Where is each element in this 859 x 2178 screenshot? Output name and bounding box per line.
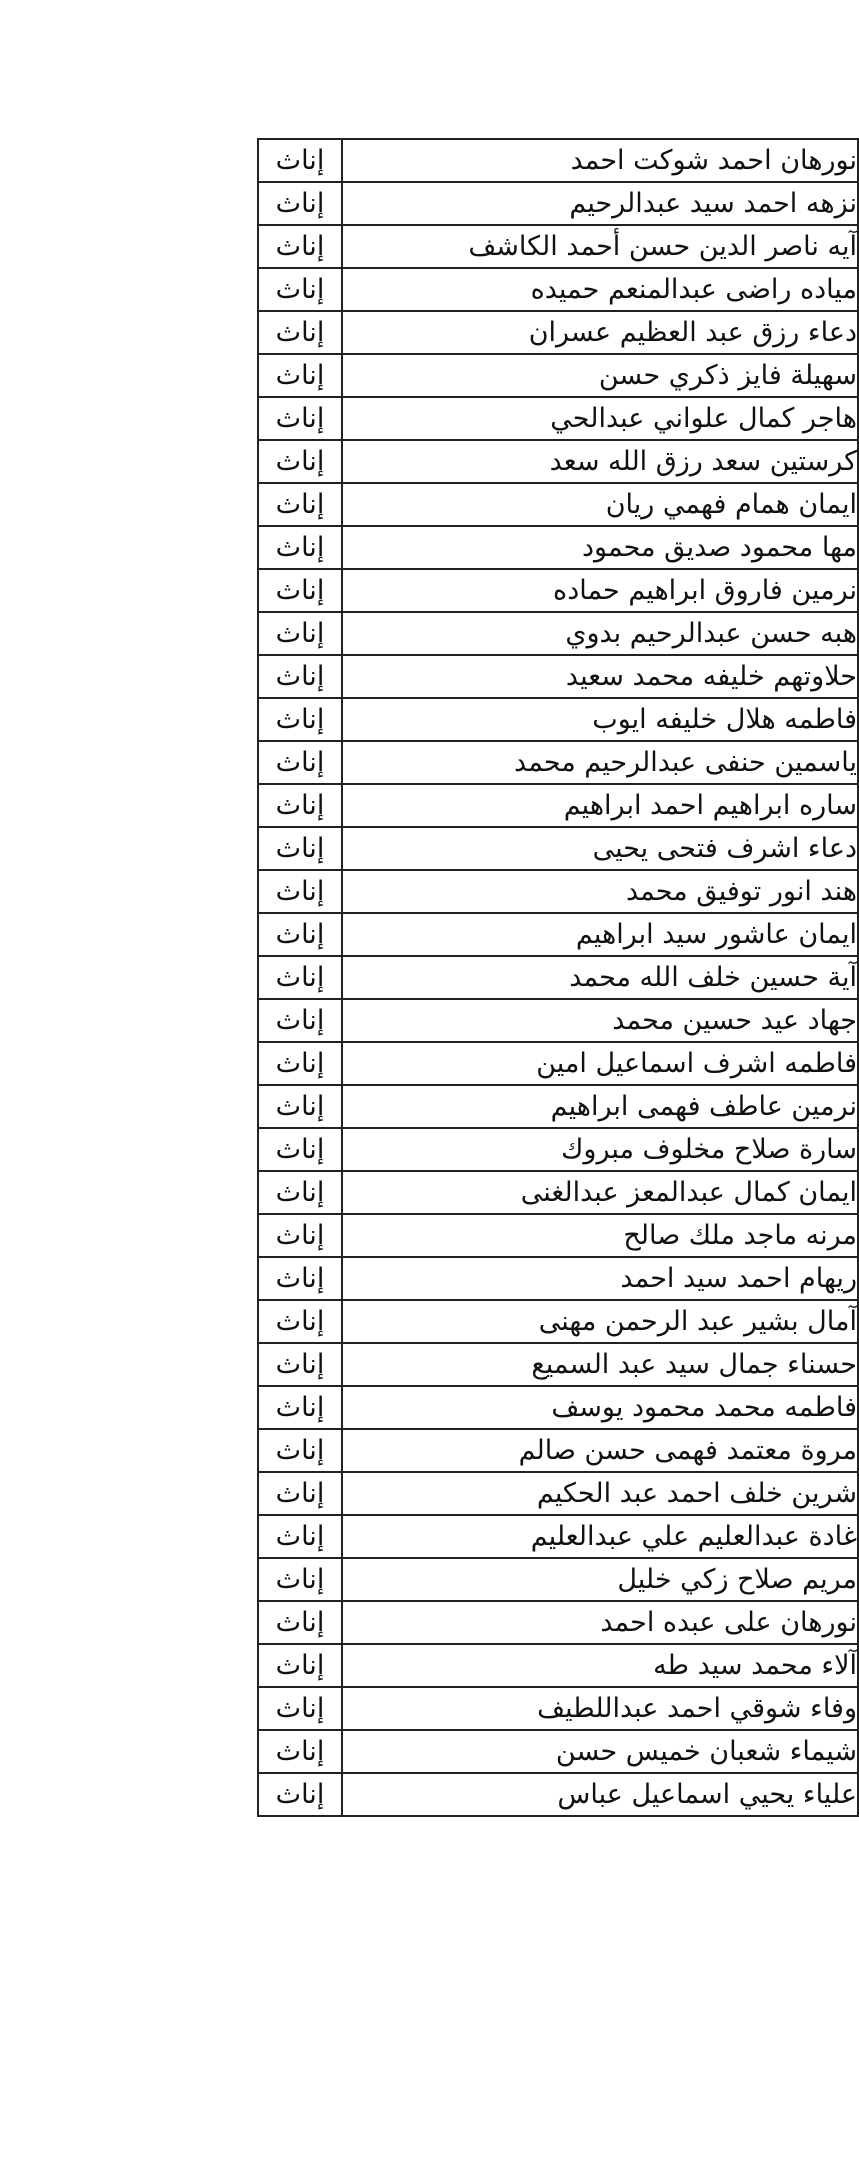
table-row: [258, 1773, 858, 1816]
name-text: سهيلة فايز ذكري حسن: [598, 360, 857, 391]
name-text: فاطمه محمد محمود يوسف: [551, 1392, 857, 1423]
name-text: ايمان همام فهمي ريان: [605, 489, 857, 520]
table-row: [258, 1343, 858, 1386]
name-text: مرنه ماجد ملك صالح: [623, 1220, 857, 1251]
name-cell: [342, 1085, 858, 1128]
table-row: [258, 1257, 858, 1300]
name-text: حلاوتهم خليفه محمد سعيد: [565, 661, 857, 692]
table-row: [258, 268, 858, 311]
gender-cell: إناث: [258, 1085, 342, 1128]
name-cell: [342, 526, 858, 569]
gender-cell: إناث: [258, 1515, 342, 1558]
name-text: نرمين عاطف فهمى ابراهيم: [550, 1091, 857, 1122]
name-cell: [342, 1515, 858, 1558]
gender-cell: إناث: [258, 483, 342, 526]
gender-cell: إناث: [258, 741, 342, 784]
gender-cell: إناث: [258, 698, 342, 741]
table-row: [258, 913, 858, 956]
table-row: [258, 1730, 858, 1773]
table-row: [258, 698, 858, 741]
name-cell: [342, 1601, 858, 1644]
name-cell: [342, 1042, 858, 1085]
name-cell: [342, 182, 858, 225]
name-text: نزهه احمد سيد عبدالرحيم: [569, 188, 857, 219]
gender-cell: إناث: [258, 182, 342, 225]
name-text: علياء يحيي اسماعيل عباس: [557, 1779, 857, 1810]
name-cell: [342, 1472, 858, 1515]
name-text: فاطمه اشرف اسماعيل امين: [536, 1048, 857, 1079]
table-row: [258, 1214, 858, 1257]
name-cell: [342, 870, 858, 913]
name-text: مروة معتمد فهمى حسن صالم: [518, 1435, 857, 1466]
gender-cell: إناث: [258, 956, 342, 999]
table-row: [258, 1601, 858, 1644]
gender-cell: إناث: [258, 1773, 342, 1816]
gender-cell: إناث: [258, 139, 342, 182]
table-row: [258, 1171, 858, 1214]
names-table-body: [258, 139, 858, 1816]
name-cell: [342, 655, 858, 698]
name-text: وفاء شوقي احمد عبداللطيف: [537, 1693, 857, 1724]
gender-cell: إناث: [258, 354, 342, 397]
name-text: غادة عبدالعليم علي عبدالعليم: [530, 1521, 857, 1552]
table-row: [258, 956, 858, 999]
table-row: [258, 1085, 858, 1128]
name-text: هند انور توفيق محمد: [625, 876, 857, 907]
name-cell: [342, 483, 858, 526]
table-row: [258, 1386, 858, 1429]
name-text: مها محمود صديق محمود: [582, 532, 857, 563]
gender-cell: إناث: [258, 1429, 342, 1472]
table-row: [258, 397, 858, 440]
name-cell: [342, 1730, 858, 1773]
table-row: [258, 1644, 858, 1687]
gender-cell: إناث: [258, 397, 342, 440]
gender-cell: إناث: [258, 784, 342, 827]
name-cell: [342, 784, 858, 827]
name-cell: [342, 1429, 858, 1472]
gender-cell: إناث: [258, 870, 342, 913]
name-cell: [342, 569, 858, 612]
name-cell: [342, 999, 858, 1042]
name-cell: [342, 139, 858, 182]
gender-cell: إناث: [258, 1214, 342, 1257]
table-row: [258, 569, 858, 612]
table-row: [258, 526, 858, 569]
name-text: شرين خلف احمد عبد الحكيم: [536, 1478, 857, 1509]
name-cell: [342, 612, 858, 655]
name-cell: [342, 1343, 858, 1386]
name-cell: [342, 1214, 858, 1257]
names-table: [257, 138, 859, 1817]
name-text: حسناء جمال سيد عبد السميع: [531, 1349, 857, 1380]
name-cell: [342, 827, 858, 870]
name-text: فاطمه هلال خليفه ايوب: [592, 704, 857, 735]
name-cell: [342, 1687, 858, 1730]
gender-cell: إناث: [258, 1343, 342, 1386]
name-text: آيه ناصر الدين حسن أحمد الكاشف: [468, 231, 857, 262]
name-text: آية حسين خلف الله محمد: [569, 962, 857, 993]
table-row: [258, 1042, 858, 1085]
name-cell: [342, 1128, 858, 1171]
gender-cell: إناث: [258, 1558, 342, 1601]
name-cell: [342, 397, 858, 440]
name-text: نورهان احمد شوكت احمد: [570, 145, 857, 176]
name-text: نورهان على عبده احمد: [600, 1607, 857, 1638]
table-row: [258, 999, 858, 1042]
name-cell: [342, 956, 858, 999]
gender-cell: إناث: [258, 1687, 342, 1730]
gender-cell: إناث: [258, 440, 342, 483]
name-cell: [342, 1773, 858, 1816]
table-row: [258, 870, 858, 913]
gender-cell: إناث: [258, 1730, 342, 1773]
name-text: مريم صلاح زكي خليل: [617, 1564, 857, 1595]
name-text: كرستين سعد رزق الله سعد: [549, 446, 857, 477]
table-row: [258, 1472, 858, 1515]
table-row: [258, 354, 858, 397]
name-text: شيماء شعبان خميس حسن: [555, 1736, 857, 1767]
name-text: جهاد عيد حسين محمد: [612, 1005, 857, 1036]
table-row: [258, 741, 858, 784]
name-cell: [342, 268, 858, 311]
table-row: [258, 483, 858, 526]
gender-cell: إناث: [258, 569, 342, 612]
name-cell: [342, 1300, 858, 1343]
name-cell: [342, 354, 858, 397]
gender-cell: إناث: [258, 827, 342, 870]
name-cell: [342, 698, 858, 741]
table-row: [258, 225, 858, 268]
table-row: [258, 1687, 858, 1730]
table-row: [258, 612, 858, 655]
gender-cell: إناث: [258, 311, 342, 354]
name-cell: [342, 1644, 858, 1687]
name-text: ايمان عاشور سيد ابراهيم: [575, 919, 857, 950]
name-cell: [342, 440, 858, 483]
name-cell: [342, 1257, 858, 1300]
name-cell: [342, 1386, 858, 1429]
table-row: [258, 655, 858, 698]
name-text: دعاء رزق عبد العظيم عسران: [528, 317, 857, 348]
gender-cell: إناث: [258, 1386, 342, 1429]
name-cell: [342, 225, 858, 268]
name-text: مياده راضى عبدالمنعم حميده: [530, 274, 857, 305]
name-cell: [342, 1558, 858, 1601]
table-row: [258, 1515, 858, 1558]
name-text: دعاء اشرف فتحى يحيى: [592, 833, 857, 864]
gender-cell: إناث: [258, 612, 342, 655]
table-row: [258, 182, 858, 225]
name-text: هاجر كمال علواني عبدالحي: [550, 403, 857, 434]
gender-cell: إناث: [258, 1472, 342, 1515]
table-row: [258, 1429, 858, 1472]
name-text: آمال بشير عبد الرحمن مهنى: [538, 1306, 857, 1337]
gender-cell: إناث: [258, 1601, 342, 1644]
gender-cell: إناث: [258, 999, 342, 1042]
name-text: سارة صلاح مخلوف مبروك: [561, 1134, 857, 1165]
name-cell: [342, 1171, 858, 1214]
table-row: [258, 139, 858, 182]
gender-cell: إناث: [258, 225, 342, 268]
name-text: ياسمين حنفى عبدالرحيم محمد: [514, 747, 857, 778]
table-row: [258, 311, 858, 354]
name-text: ساره ابراهيم احمد ابراهيم: [563, 790, 857, 821]
gender-cell: إناث: [258, 1644, 342, 1687]
name-text: ريهام احمد سيد احمد: [620, 1263, 857, 1294]
gender-cell: إناث: [258, 1128, 342, 1171]
name-text: نرمين فاروق ابراهيم حماده: [553, 575, 857, 606]
gender-cell: إناث: [258, 1042, 342, 1085]
name-text: ايمان كمال عبدالمعز عبدالغنى: [520, 1177, 857, 1208]
gender-cell: إناث: [258, 655, 342, 698]
name-cell: [342, 311, 858, 354]
table-row: [258, 1128, 858, 1171]
gender-cell: إناث: [258, 268, 342, 311]
table-row: [258, 440, 858, 483]
table-row: [258, 1558, 858, 1601]
name-cell: [342, 913, 858, 956]
gender-cell: إناث: [258, 1300, 342, 1343]
gender-cell: إناث: [258, 1257, 342, 1300]
gender-cell: إناث: [258, 1171, 342, 1214]
table-row: [258, 1300, 858, 1343]
name-text: آلاء محمد سيد طه: [653, 1650, 857, 1681]
table-row: [258, 784, 858, 827]
name-cell: [342, 741, 858, 784]
table-row: [258, 827, 858, 870]
gender-cell: إناث: [258, 913, 342, 956]
gender-cell: إناث: [258, 526, 342, 569]
name-text: هبه حسن عبدالرحيم بدوي: [565, 618, 857, 649]
